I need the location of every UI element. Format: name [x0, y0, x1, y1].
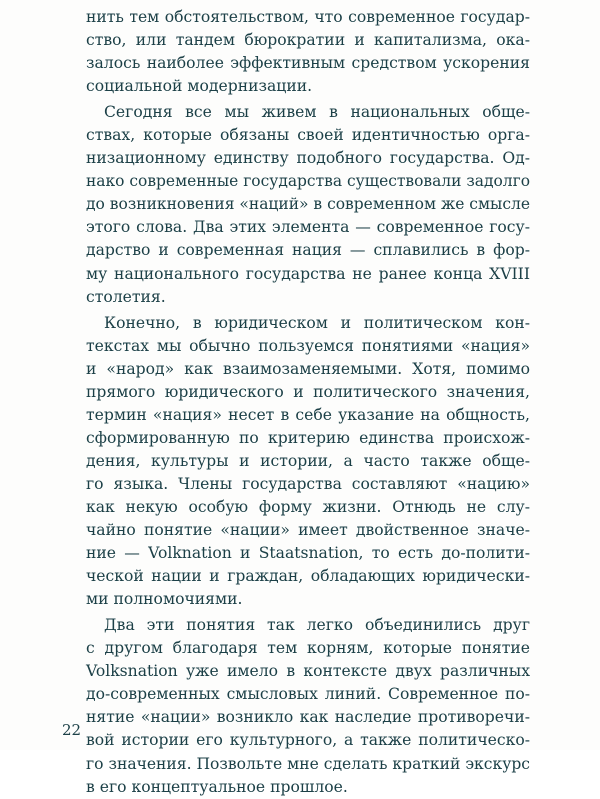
text-line: залось наиболее эффективным средством ускорения	[86, 54, 530, 73]
text-line: столетия.	[86, 287, 166, 306]
paragraph-2	[86, 101, 530, 308]
page-number: 22	[62, 721, 82, 739]
text-line: Volksnation уже имело в контексте двух различных	[86, 662, 530, 681]
text-line: му национального государства не ранее конца XVIII	[86, 264, 530, 283]
text-line: низационному единству подобного государства. Од-	[86, 149, 530, 168]
text-line: Сегодня все мы живем в национальных обще-	[104, 103, 530, 122]
text-line: текстах мы обычно пользуемся понятиями «нация»	[86, 336, 530, 355]
text-line: ство, или тандем бюрократии и капитализма, ока-	[86, 31, 530, 50]
text-line: как некую особую форму жизни. Отнюдь не слу-	[86, 497, 530, 516]
text-line: социальной модернизации.	[86, 77, 313, 96]
text-line: Два эти понятия так легко объединились друг	[104, 616, 530, 635]
paragraph-4	[86, 614, 530, 798]
text-line: го значения. Позвольте мне сделать краткий экскурс	[86, 754, 530, 773]
text-line: в его концептуальное прошлое.	[86, 777, 348, 796]
text-line: нить тем обстоятельством, что современное государ-	[86, 8, 530, 26]
text-line: прямого юридического и политического значения,	[86, 382, 530, 401]
text-line: до-современных смысловых линий. Современное по-	[86, 685, 530, 704]
text-line: ми полномочиями.	[86, 590, 243, 609]
text-line: с другом благодаря тем корням, которые понятие	[86, 639, 530, 658]
text-line: чайно понятие «нации» имеет двойственное значе-	[86, 521, 530, 540]
text-line: этого слова. Два этих элемента — современное госу-	[86, 218, 530, 237]
text-line: термин «нация» несет в себе указание на общность,	[86, 405, 530, 424]
text-line: нятие «нации» возникло как наследие противоречи-	[86, 708, 530, 727]
text-line: до возникновения «наций» в современном же смысле	[86, 195, 530, 214]
text-line: ческой нации и граждан, обладающих юридически-	[86, 567, 530, 586]
text-line: ние — Volknation и Staatsnation, то есть до-полити-	[86, 544, 530, 563]
paragraph-1	[86, 6, 530, 98]
text-line: Конечно, в юридическом и политическом кон-	[104, 313, 530, 332]
text-line: и «народ» как взаимозаменяемыми. Хотя, помимо	[86, 359, 530, 378]
text-line: дения, культуры и истории, а часто также обще-	[86, 451, 530, 470]
text-line: вой истории его культурного, а также политическо-	[86, 731, 530, 750]
body-text	[86, 6, 530, 799]
paragraph-3	[86, 312, 530, 612]
text-line: го языка. Члены государства составляют «нацию»	[86, 474, 530, 493]
text-line: нако современные государства существовали задолго	[86, 172, 530, 191]
text-line: сформированную по критерию единства происхож-	[86, 428, 530, 447]
text-line: ствах, которые обязаны своей идентичностью орга-	[86, 126, 530, 145]
text-line: дарство и современная нация — сплавились в фор-	[86, 241, 530, 260]
